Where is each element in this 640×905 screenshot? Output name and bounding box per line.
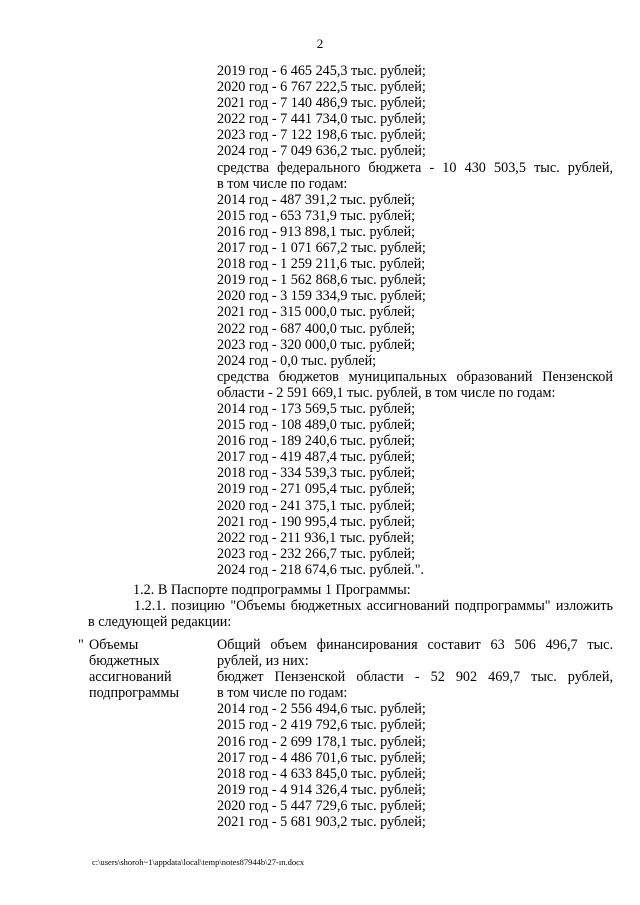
value-line: в том числе по годам: (217, 685, 348, 702)
text-line: 2017 год - 419 487,4 тыс. рублей; (217, 449, 416, 466)
text-line: 2019 год - 6 465 245,3 тыс. рублей; (217, 63, 426, 79)
text-line: 2017 год - 1 071 667,2 тыс. рублей; (217, 240, 426, 257)
text-line: в том числе по годам: (217, 175, 348, 192)
text-line: 2022 год - 687 400,0 тыс. рублей; (217, 320, 416, 337)
label-line: подпрограммы (89, 685, 179, 702)
text-line: 2023 год - 232 266,7 тыс. рублей; (217, 545, 416, 562)
text-line: 2018 год - 334 539,3 тыс. рублей; (217, 465, 416, 482)
federal-budget-line: средства федерального бюджета - 10 430 503,5 тыс. рублей, (217, 159, 613, 176)
text-line: 2016 год - 189 240,6 тыс. рублей; (217, 433, 416, 450)
text-line: 2024 год - 7 049 636,2 тыс. рублей; (217, 143, 426, 160)
text-line: 2020 год - 241 375,1 тыс. рублей; (217, 497, 416, 514)
text-line: 2019 год - 271 095,4 тыс. рублей; (217, 481, 416, 498)
funding-by-year-block (217, 63, 613, 578)
file-path-footer: c:\users\shoroh~1\appdata\local\temp\notes87944b\27-ın.docx (92, 857, 305, 867)
table-label-cell (89, 637, 209, 701)
page-number: 2 (316, 36, 324, 51)
text-line: 2024 год - 218 674,6 тыс. рублей.". (217, 561, 425, 578)
text-line: 2014 год - 487 391,2 тыс. рублей; (217, 191, 416, 208)
value-line: рублей, из них: (217, 653, 309, 670)
text-line: 2020 год - 3 159 334,9 тыс. рублей; (217, 288, 426, 305)
section-heading: 1.2. В Паспорте подпрограммы 1 Программы: (133, 582, 411, 598)
value-line: 2017 год - 4 486 701,6 тыс. рублей; (217, 749, 426, 766)
municipal-budget-line: средства бюджетов муниципальных образований Пензенской (217, 368, 613, 385)
item-text-line: 1.2.1. позицию "Объемы бюджетных ассигнований подпрограммы" изложить (134, 598, 613, 615)
text-line: 2023 год - 7 122 198,6 тыс. рублей; (217, 127, 426, 144)
item-text-line: в следующей редакции: (88, 614, 232, 631)
label-line: Объемы (89, 637, 139, 653)
label-line: ассигнований (89, 669, 172, 686)
opening-quote: " (78, 637, 84, 653)
text-line: 2022 год - 211 936,1 тыс. рублей; (217, 529, 415, 546)
passport-table-row (78, 637, 613, 837)
text-line: 2021 год - 7 140 486,9 тыс. рублей; (217, 95, 426, 112)
value-line: 2019 год - 4 914 326,4 тыс. рублей; (217, 781, 426, 798)
text-line: 2024 год - 0,0 тыс. рублей; (217, 352, 377, 369)
text-line: 2022 год - 7 441 734,0 тыс. рублей; (217, 111, 426, 128)
text-line: 2021 год - 315 000,0 тыс. рублей; (217, 304, 416, 321)
value-line: 2020 год - 5 447 729,6 тыс. рублей; (217, 797, 426, 814)
value-line: 2015 год - 2 419 792,6 тыс. рублей; (217, 717, 426, 734)
text-line: 2014 год - 173 569,5 тыс. рублей; (217, 400, 416, 417)
text-line: 2016 год - 913 898,1 тыс. рублей; (217, 223, 416, 240)
value-line: 2018 год - 4 633 845,0 тыс. рублей; (217, 765, 426, 782)
text-line: 2023 год - 320 000,0 тыс. рублей; (217, 336, 416, 353)
value-line: 2016 год - 2 699 178,1 тыс. рублей; (217, 733, 426, 750)
amendment-section (88, 582, 613, 631)
table-value-cell (217, 637, 613, 830)
label-line: бюджетных (89, 653, 160, 670)
text-line: 2019 год - 1 562 868,6 тыс. рублей; (217, 272, 426, 289)
text-line: 2015 год - 108 489,0 тыс. рублей; (217, 417, 416, 434)
text-line: области - 2 591 669,1 тыс. рублей, в том числе по годам: (217, 384, 556, 401)
value-line: 2014 год - 2 556 494,6 тыс. рублей; (217, 701, 426, 718)
text-line: 2020 год - 6 767 222,5 тыс. рублей; (217, 79, 426, 96)
text-line: 2015 год - 653 731,9 тыс. рублей; (217, 207, 416, 224)
value-line: 2021 год - 5 681 903,2 тыс. рублей; (217, 814, 426, 831)
text-line: 2021 год - 190 995,4 тыс. рублей; (217, 513, 416, 530)
text-line: 2018 год - 1 259 211,6 тыс. рублей; (217, 256, 426, 273)
regional-budget-line: бюджет Пензенской области - 52 902 469,7 тыс. рублей, (217, 669, 613, 686)
total-funding-line: Общий объем финансирования составит 63 506 496,7 тыс. (217, 637, 613, 653)
